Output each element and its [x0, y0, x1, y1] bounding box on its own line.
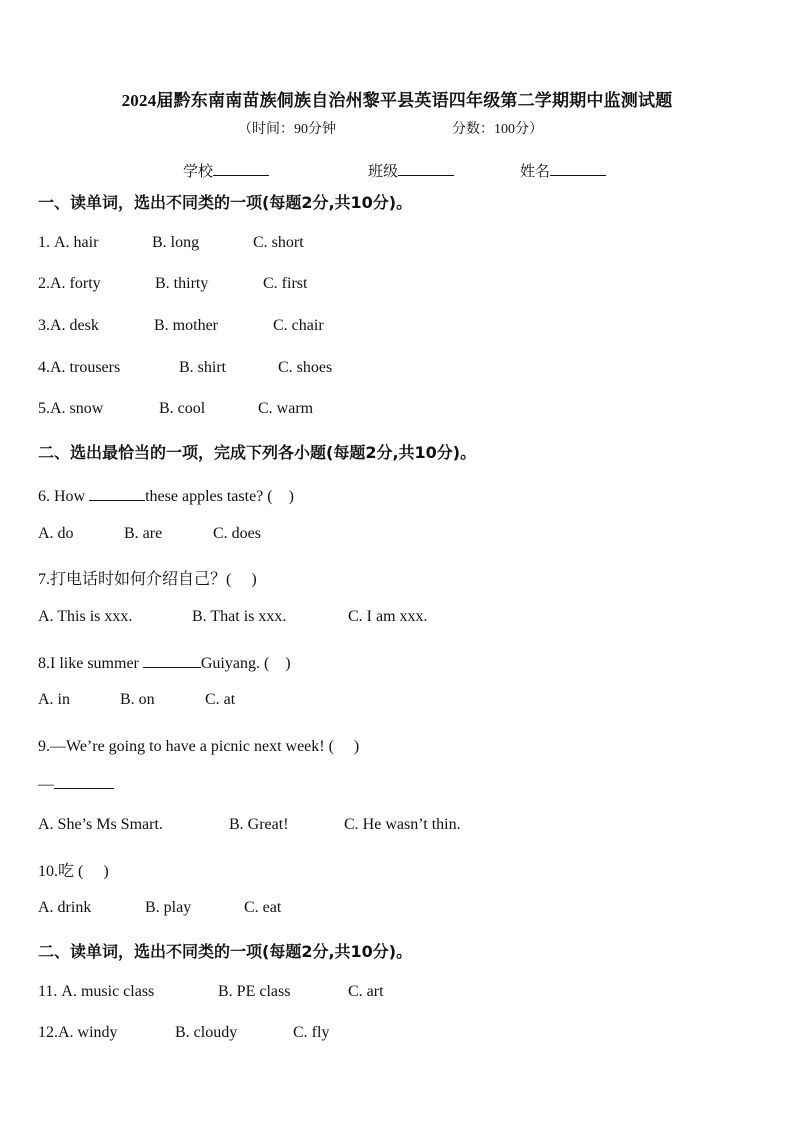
exam-title: 2024届黔东南南苗族侗族自治州黎平县英语四年级第二学期期中监测试题 — [121, 91, 673, 110]
question-text: 6. How — [38, 488, 90, 505]
option-a: A. windy — [58, 1024, 118, 1041]
option-b: B. on — [120, 691, 155, 708]
section-3-heading: 二、读单词，选出不同类的一项(每题2分,共10分)。 — [38, 942, 413, 961]
option-c: C. eat — [244, 899, 282, 916]
question-9: 9.—We’re going to have a picnic next week! ( ) — [38, 738, 360, 755]
option-c: C. at — [205, 691, 236, 708]
option-b: B. mother — [154, 317, 218, 334]
option-a: A. snow — [50, 400, 104, 417]
option-a: A. music class — [61, 983, 155, 1000]
question-3 — [38, 317, 324, 335]
answer-blank[interactable] — [89, 486, 145, 501]
question-7: 7.打电话时如何介绍自己？( ) — [38, 571, 257, 588]
school-label: 学校 — [183, 164, 214, 180]
option-b: B. shirt — [179, 359, 227, 376]
question-1 — [38, 234, 304, 252]
question-8-options — [38, 691, 236, 709]
option-c: C. shoes — [278, 359, 333, 376]
question-number: 3. — [38, 317, 50, 334]
option-c: C. first — [263, 275, 308, 292]
option-c: C. fly — [293, 1024, 330, 1041]
answer-blank[interactable] — [54, 774, 114, 789]
section-1-heading: 一、读单词，选出不同类的一项(每题2分,共10分)。 — [38, 193, 413, 212]
question-9-reply — [38, 774, 114, 794]
dash: — — [38, 776, 54, 793]
question-4 — [38, 359, 333, 377]
option-c: C. He wasn’t thin. — [344, 816, 461, 833]
option-b: B. thirty — [155, 275, 209, 292]
question-number: 5. — [38, 400, 50, 417]
question-10-options — [38, 899, 282, 917]
option-a: A. trousers — [50, 359, 121, 376]
question-11 — [38, 983, 384, 1001]
question-12 — [38, 1024, 330, 1042]
school-blank[interactable] — [213, 161, 269, 176]
class-blank[interactable] — [398, 161, 454, 176]
question-number: 1. — [38, 234, 54, 251]
option-a: A. hair — [54, 234, 99, 251]
class-field — [368, 160, 454, 181]
question-text-end: these apples taste? ( ) — [145, 488, 294, 505]
name-blank[interactable] — [550, 161, 606, 176]
option-b: B. Great! — [229, 816, 289, 833]
question-number: 12. — [38, 1024, 58, 1041]
option-c: C. short — [253, 234, 304, 251]
question-text: 8.I like summer — [38, 655, 143, 672]
exam-score: 分数：100分） — [452, 122, 543, 137]
option-b: B. PE class — [218, 983, 291, 1000]
option-a: A. She’s Ms Smart. — [38, 816, 163, 833]
section-2-heading: 二、选出最恰当的一项，完成下列各小题(每题2分,共10分)。 — [38, 443, 477, 462]
name-field — [520, 160, 606, 181]
question-2 — [38, 275, 308, 293]
option-c: C. chair — [273, 317, 324, 334]
option-a: A. This is xxx. — [38, 608, 133, 625]
option-a: A. desk — [50, 317, 99, 334]
question-6-options — [38, 525, 261, 543]
option-a: A. drink — [38, 899, 92, 916]
option-b: B. cloudy — [175, 1024, 238, 1041]
question-number: 2. — [38, 275, 50, 292]
option-a: A. do — [38, 525, 74, 542]
school-field — [183, 160, 269, 181]
option-b: B. That is xxx. — [192, 608, 287, 625]
class-label: 班级 — [368, 164, 399, 180]
option-b: B. cool — [159, 400, 206, 417]
option-c: C. warm — [258, 400, 314, 417]
option-c: C. art — [348, 983, 384, 1000]
question-6 — [38, 483, 294, 506]
question-9-options — [38, 816, 461, 834]
option-a: A. in — [38, 691, 70, 708]
question-5 — [38, 400, 314, 418]
question-text-end: Guiyang. ( ) — [200, 655, 291, 672]
option-b: B. are — [124, 525, 163, 542]
exam-time: （时间：90分钟 — [238, 122, 336, 137]
question-7-options — [38, 608, 428, 626]
question-8 — [38, 650, 291, 673]
question-10: 10.吃 ( ) — [38, 863, 109, 880]
question-number: 11. — [38, 983, 62, 1000]
option-a: A. forty — [50, 275, 101, 292]
option-c: C. I am xxx. — [348, 608, 428, 625]
option-c: C. does — [213, 525, 261, 542]
option-b: B. long — [152, 234, 200, 251]
answer-blank[interactable] — [143, 653, 201, 668]
name-label: 姓名 — [520, 164, 551, 180]
option-b: B. play — [145, 899, 192, 916]
question-number: 4. — [38, 359, 50, 376]
